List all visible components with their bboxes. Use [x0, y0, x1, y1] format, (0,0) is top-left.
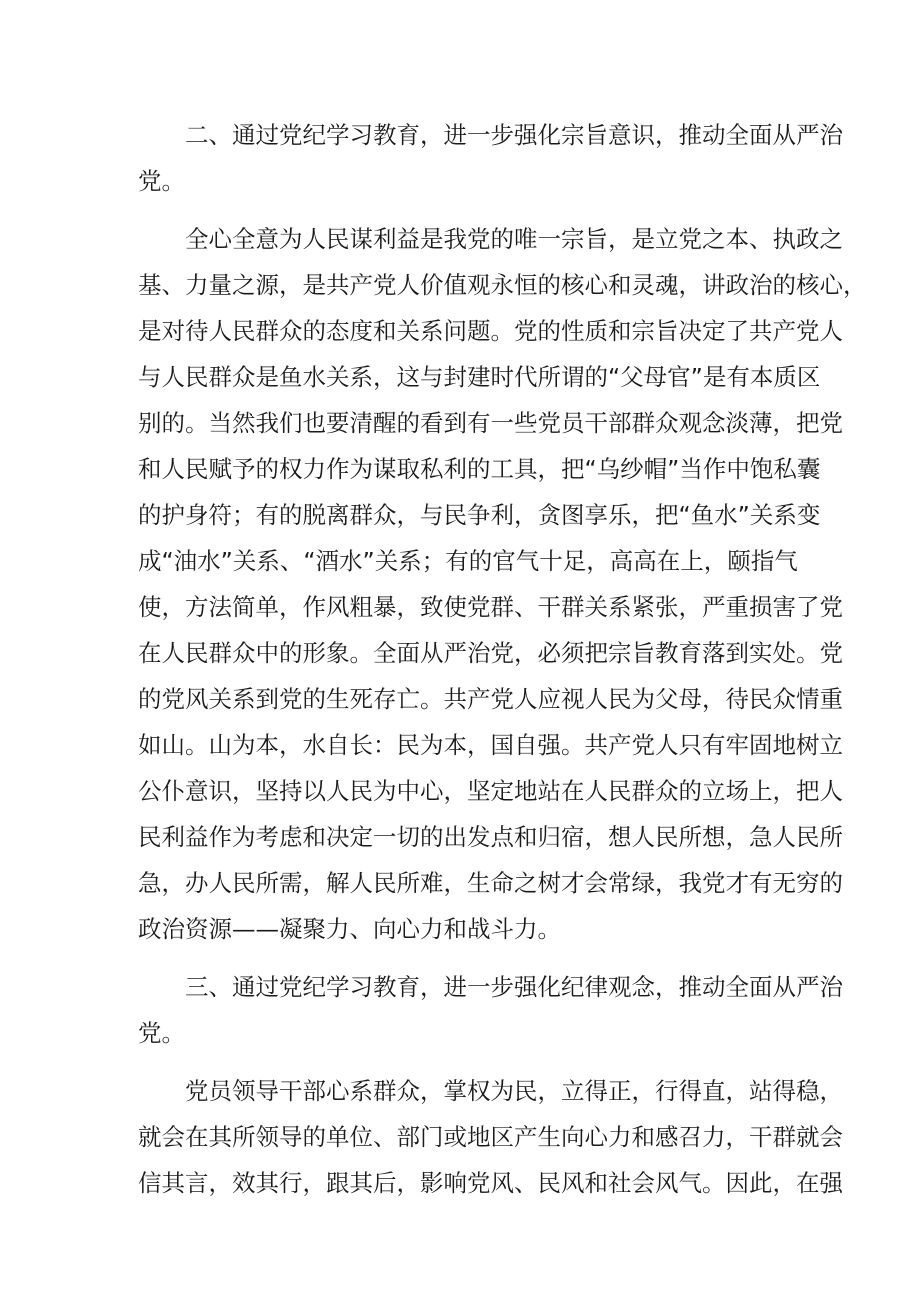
paragraph-line: 和人民赋予的权力作为谋取私利的工具，把“乌纱帽”当作中饱私囊: [138, 455, 821, 483]
heading-two-line-1: 二、通过党纪学习教育，进一步强化宗旨意识，推动全面从严治: [185, 121, 843, 149]
paragraph-line: 在人民群众中的形象。全面从严治党，必须把宗旨教育落到实处。党: [138, 639, 843, 667]
paragraph-line: 使，方法简单，作风粗暴，致使党群、干群关系紧张，严重损害了党: [138, 593, 843, 621]
heading-two-line-2: 党。: [138, 167, 185, 195]
paragraph-line: 如山。山为本，水自长：民为本，国自强。共产党人只有牢固地树立: [138, 731, 843, 759]
paragraph-line: 公仆意识，坚持以人民为中心，坚定地站在人民群众的立场上，把人: [138, 777, 843, 805]
paragraph-line: 基、力量之源，是共产党人价值观永恒的核心和灵魂，讲政治的核心，: [138, 271, 867, 299]
heading-three-line-1: 三、通过党纪学习教育，进一步强化纪律观念，推动全面从严治: [185, 973, 843, 1001]
paragraph-line: 别的。当然我们也要清醒的看到有一些党员干部群众观念淡薄，把党: [138, 409, 843, 437]
paragraph-line: 全心全意为人民谋利益是我党的唯一宗旨，是立党之本、执政之: [185, 225, 843, 253]
heading-three-line-2: 党。: [138, 1019, 185, 1047]
paragraph-line: 党员领导干部心系群众，掌权为民，立得正，行得直，站得稳，: [185, 1077, 843, 1105]
paragraph-line: 成“油水”关系、“酒水”关系；有的官气十足，高高在上，颐指气: [138, 547, 798, 575]
paragraph-line: 急，办人民所需，解人民所难，生命之树才会常绿，我党才有无穷的: [138, 869, 843, 897]
paragraph-line: 政治资源——凝聚力、向心力和战斗力。: [138, 915, 561, 943]
paragraph-line: 与人民群众是鱼水关系，这与封建时代所谓的“父母官”是有本质区: [138, 363, 821, 391]
paragraph-line: 的党风关系到党的生死存亡。共产党人应视人民为父母，待民众情重: [138, 685, 843, 713]
paragraph-line: 信其言，效其行，跟其后，影响党风、民风和社会风气。因此，在强: [138, 1169, 843, 1197]
paragraph-line: 是对待人民群众的态度和关系问题。党的性质和宗旨决定了共产党人: [138, 317, 843, 345]
paragraph-line: 就会在其所领导的单位、部门或地区产生向心力和感召力，干群就会: [138, 1123, 843, 1151]
paragraph-line: 民利益作为考虑和决定一切的出发点和归宿，想人民所想，急人民所: [138, 823, 843, 851]
paragraph-line: 的护身符；有的脱离群众，与民争利，贪图享乐，把“鱼水”关系变: [138, 501, 821, 529]
